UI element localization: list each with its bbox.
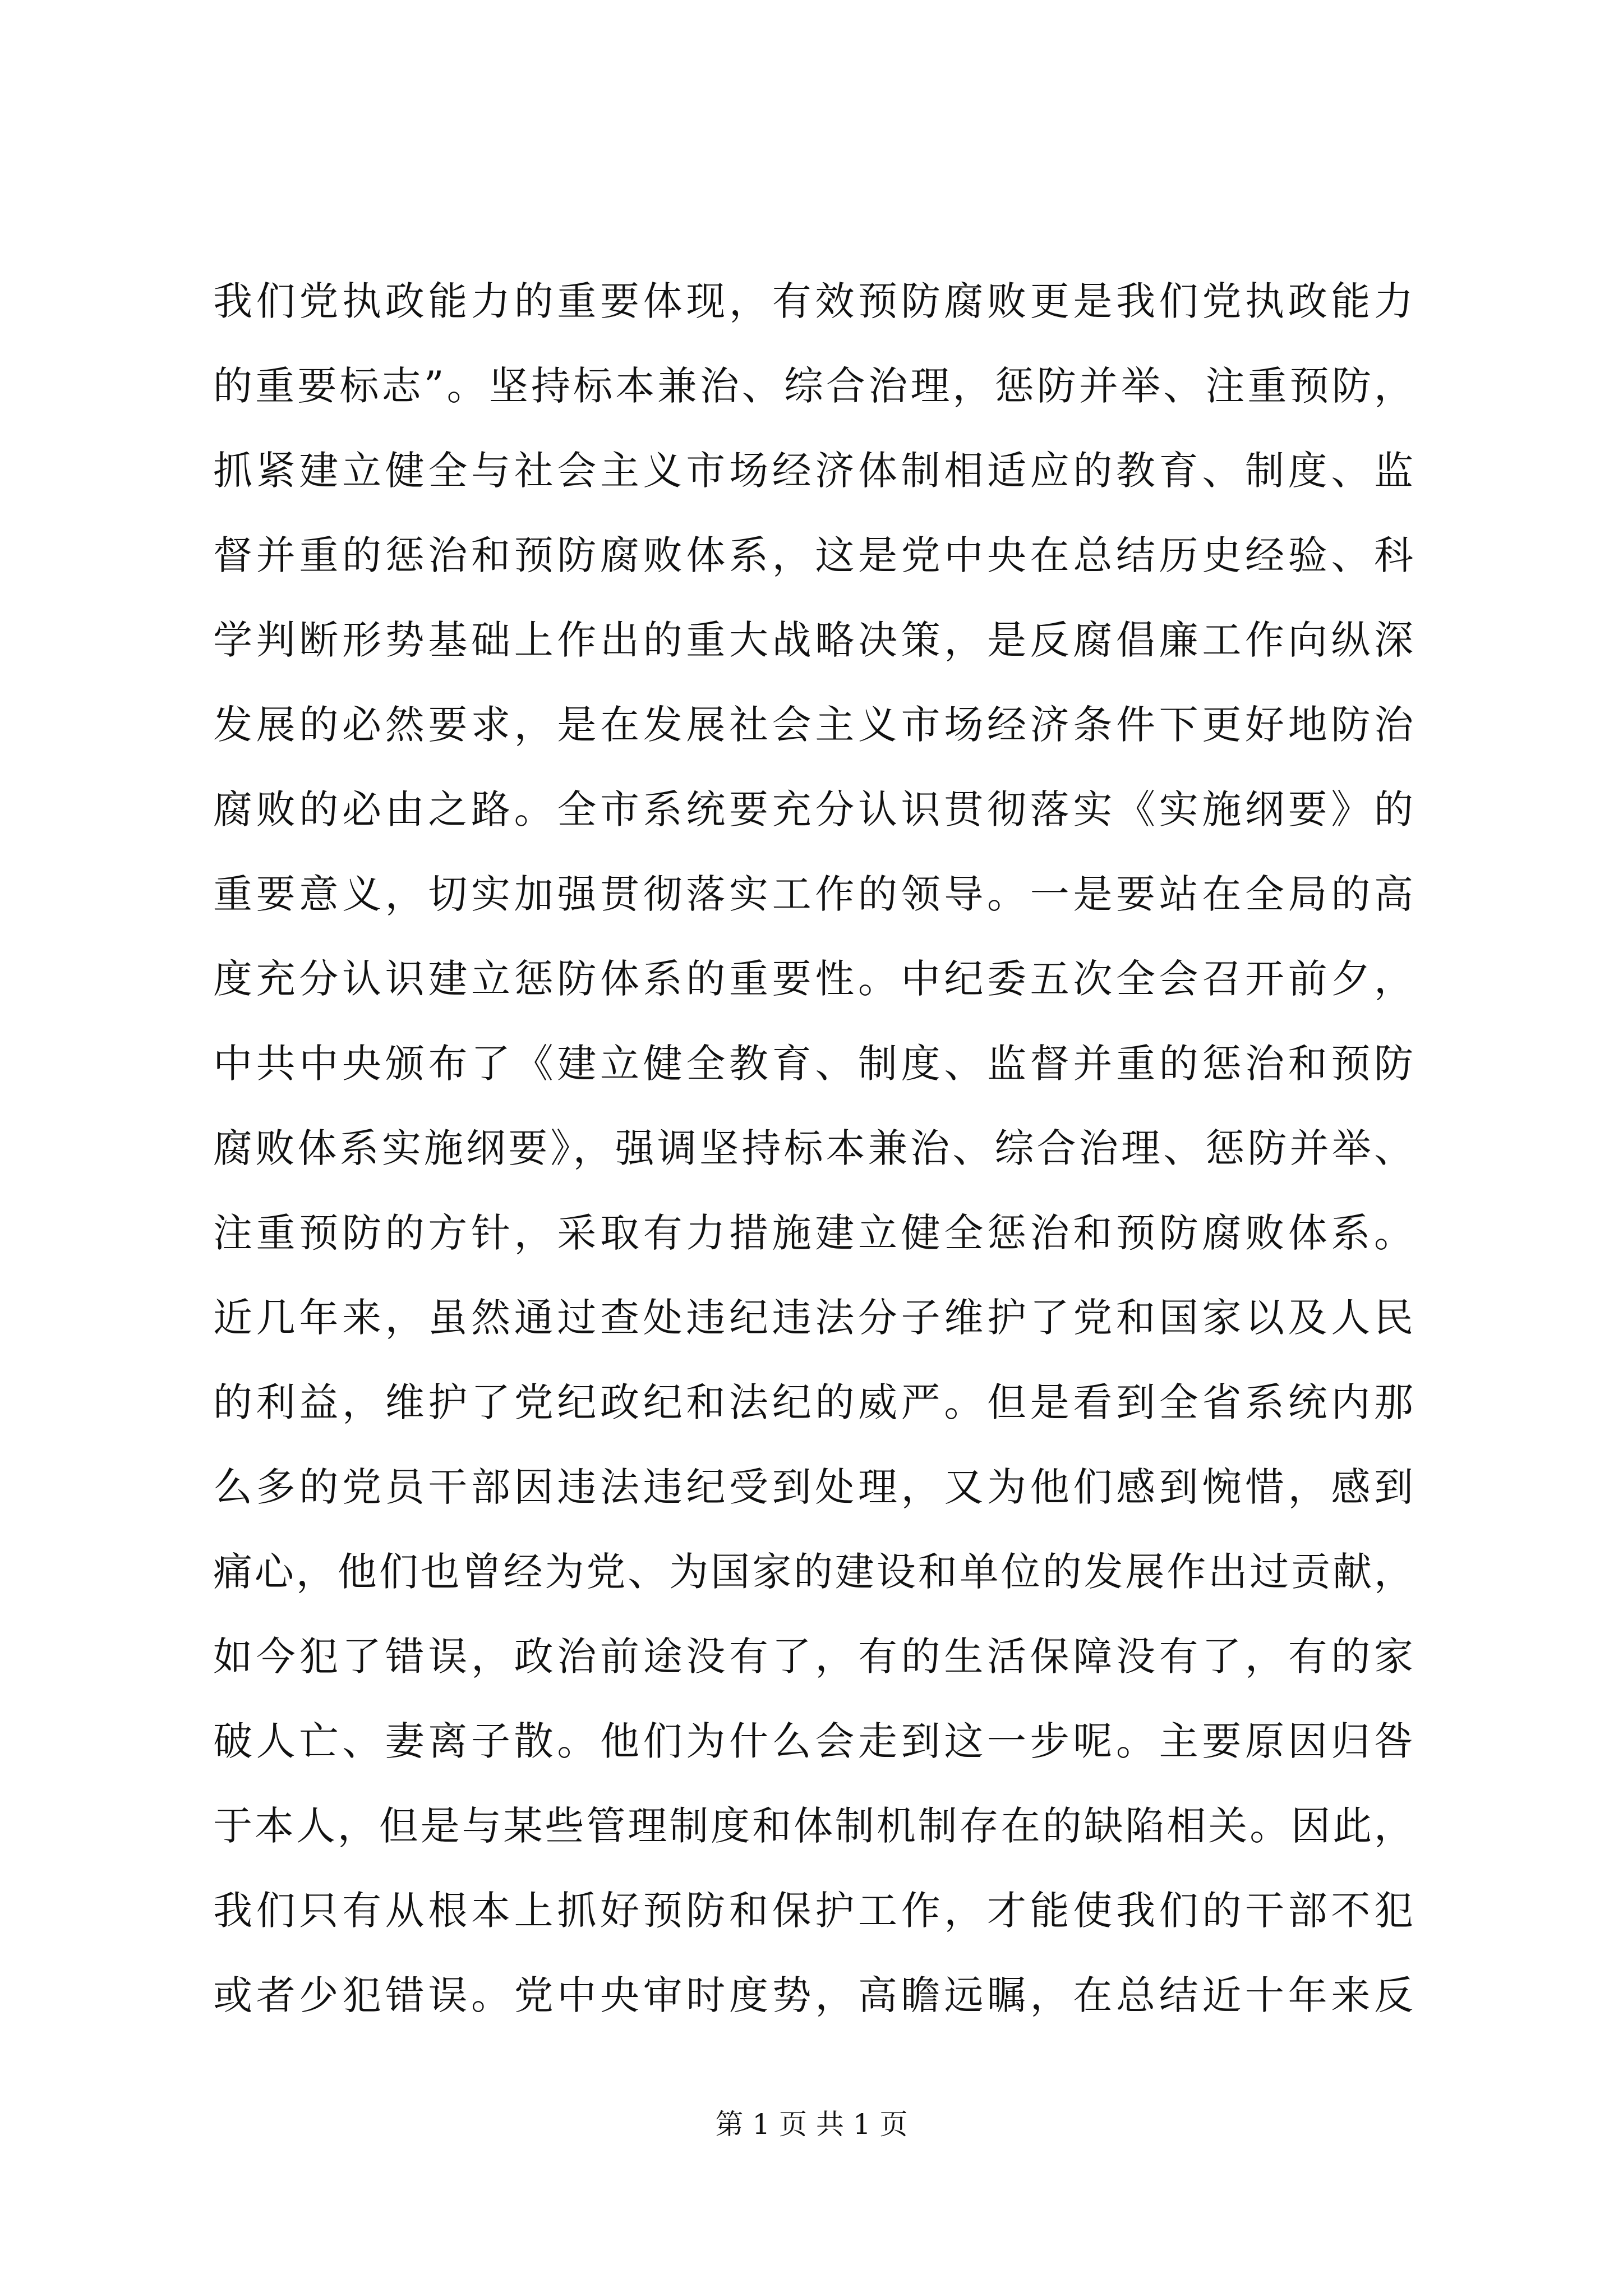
text-line: 中共中央颁布了《建立健全教育、制度、监督并重的惩治和预防 (213, 1041, 1413, 1087)
text-line: 度充分认识建立惩防体系的重要性。中纪委五次全会召开前夕， (213, 956, 1413, 1002)
text-line: 的利益，维护了党纪政纪和法纪的威严。但是看到全省系统内那 (213, 1379, 1413, 1425)
text-line: 注重预防的方针，采取有力措施建立健全惩治和预防腐败体系。 (213, 1210, 1413, 1256)
text-line: 抓紧建立健全与社会主义市场经济体制相适应的教育、制度、监 (213, 448, 1413, 494)
text-line: 我们党执政能力的重要体现，有效预防腐败更是我们党执政能力 (213, 278, 1413, 324)
text-line: 腐败体系实施纲要》，强调坚持标本兼治、综合治理、惩防并举、 (213, 1125, 1413, 1171)
text-line: 我们只有从根本上抓好预防和保护工作，才能使我们的干部不犯 (213, 1888, 1413, 1934)
page-number-label: 第 1 页 共 1 页 (715, 2108, 908, 2141)
text-line: 重要意义，切实加强贯彻落实工作的领导。一是要站在全局的高 (213, 871, 1413, 917)
text-line: 近几年来，虽然通过查处违纪违法分子维护了党和国家以及人民 (213, 1295, 1413, 1341)
text-line: 破人亡、妻离子散。他们为什么会走到这一步呢。主要原因归咎 (213, 1718, 1413, 1764)
text-line: 腐败的必由之路。全市系统要充分认识贯彻落实《实施纲要》的 (213, 786, 1413, 832)
body-text (213, 259, 1413, 2038)
text-line: 如今犯了错误，政治前途没有了，有的生活保障没有了，有的家 (213, 1634, 1413, 1680)
text-line: 痛心，他们也曾经为党、为国家的建设和单位的发展作出过贡献， (213, 1549, 1413, 1595)
text-line: 么多的党员干部因违法违纪受到处理，又为他们感到惋惜，感到 (213, 1464, 1413, 1510)
text-line: 督并重的惩治和预防腐败体系，这是党中央在总结历史经验、科 (213, 532, 1413, 578)
text-line: 学判断形势基础上作出的重大战略决策，是反腐倡廉工作向纵深 (213, 617, 1413, 663)
page-footer (0, 2105, 1623, 2144)
text-line: 或者少犯错误。党中央审时度势，高瞻远瞩，在总结近十年来反 (213, 1972, 1413, 2018)
text-line: 的重要标志”。坚持标本兼治、综合治理，惩防并举、注重预防， (213, 363, 1413, 409)
text-line: 发展的必然要求，是在发展社会主义市场经济条件下更好地防治 (213, 702, 1413, 748)
text-line: 于本人，但是与某些管理制度和体制机制存在的缺陷相关。因此， (213, 1803, 1413, 1849)
